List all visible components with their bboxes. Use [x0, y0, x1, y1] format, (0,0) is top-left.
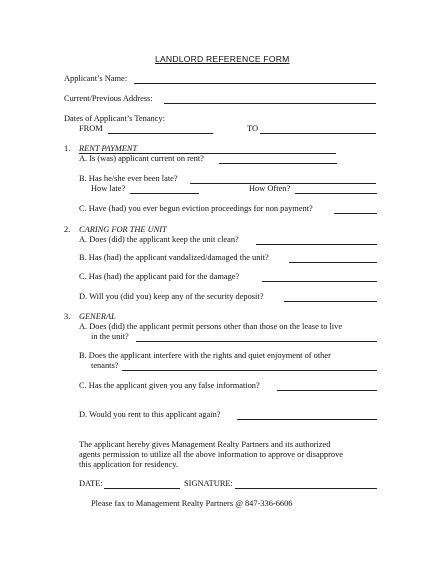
- interfere-field[interactable]: [122, 370, 377, 371]
- damage-field[interactable]: [289, 262, 377, 263]
- rent-current-field[interactable]: [219, 163, 337, 164]
- signature-field[interactable]: [235, 488, 377, 489]
- interfere-question-cont: tenants?: [91, 361, 119, 370]
- section-2-heading: CARING FOR THE UNIT: [79, 225, 167, 234]
- tenancy-label: Dates of Applicant’s Tenancy:: [64, 114, 165, 123]
- applicant-name-label: Applicant’s Name:: [64, 74, 128, 83]
- clean-question: A. Does (did) the applicant keep the unit clean?: [79, 235, 239, 244]
- date-label: DATE:: [79, 479, 103, 488]
- applicant-name-field[interactable]: [134, 83, 376, 84]
- from-label: FROM: [79, 124, 103, 133]
- interfere-question: B. Does the applicant interfere with the rights and quiet enjoyment of other: [79, 351, 331, 360]
- paid-damage-field[interactable]: [262, 281, 377, 282]
- section-2-number: 2.: [64, 225, 71, 234]
- paid-damage-question: C. Has (had) the applicant paid for the damage?: [79, 272, 240, 281]
- section-3-number: 3.: [64, 312, 71, 321]
- authorization-line-1: The applicant hereby gives Management Realty Partners and its authorized: [79, 440, 331, 449]
- late-question: B. Has he/she ever been late?: [79, 174, 178, 183]
- address-label: Current/Previous Address:: [64, 94, 153, 103]
- date-field[interactable]: [104, 488, 180, 489]
- to-date-field[interactable]: [260, 133, 376, 134]
- deposit-question: D. Will you (did you) keep any of the security deposit?: [79, 292, 264, 301]
- section-3-heading: GENERAL: [79, 312, 116, 321]
- how-late-label: How late?: [91, 184, 126, 193]
- deposit-field[interactable]: [284, 301, 377, 302]
- rent-again-field[interactable]: [237, 419, 377, 420]
- damage-question: B. Has (had) the applicant vandalized/damaged the unit?: [79, 253, 269, 262]
- authorization-line-3: this application for residency.: [79, 460, 178, 469]
- section-1-number: 1.: [64, 144, 71, 153]
- permit-persons-question-cont: in the unit?: [91, 332, 129, 341]
- address-field[interactable]: [164, 103, 376, 104]
- section-1-heading: RENT PAYMENT: [79, 144, 138, 153]
- clean-field[interactable]: [256, 244, 377, 245]
- from-date-field[interactable]: [108, 133, 213, 134]
- permit-persons-question: A. Does (did) the applicant permit persons other than those on the lease to live: [79, 322, 343, 331]
- to-label: TO: [247, 124, 259, 133]
- how-often-field[interactable]: [295, 193, 377, 194]
- signature-label: SIGNATURE:: [184, 479, 233, 488]
- false-info-field[interactable]: [277, 390, 377, 391]
- eviction-field[interactable]: [334, 213, 377, 214]
- fax-note: Please fax to Management Realty Partners @ 847-336-6606: [91, 499, 293, 508]
- form-title: LANDLORD REFERENCE FORM: [155, 54, 290, 64]
- false-info-question: C. Has the applicant given you any false information?: [79, 381, 260, 390]
- how-late-field[interactable]: [130, 193, 199, 194]
- eviction-question: C. Have (had) you ever begun eviction proceedings for non payment?: [79, 204, 313, 213]
- permit-persons-field[interactable]: [136, 341, 377, 342]
- rent-again-question: D. Would you rent to this applicant again?: [79, 410, 221, 419]
- how-often-label: How Often?: [249, 184, 291, 193]
- rent-current-question: A. Is (was) applicant current on rent?: [79, 154, 204, 163]
- authorization-line-2: agents permission to utilize all the above information to approve or disapprove: [79, 450, 343, 459]
